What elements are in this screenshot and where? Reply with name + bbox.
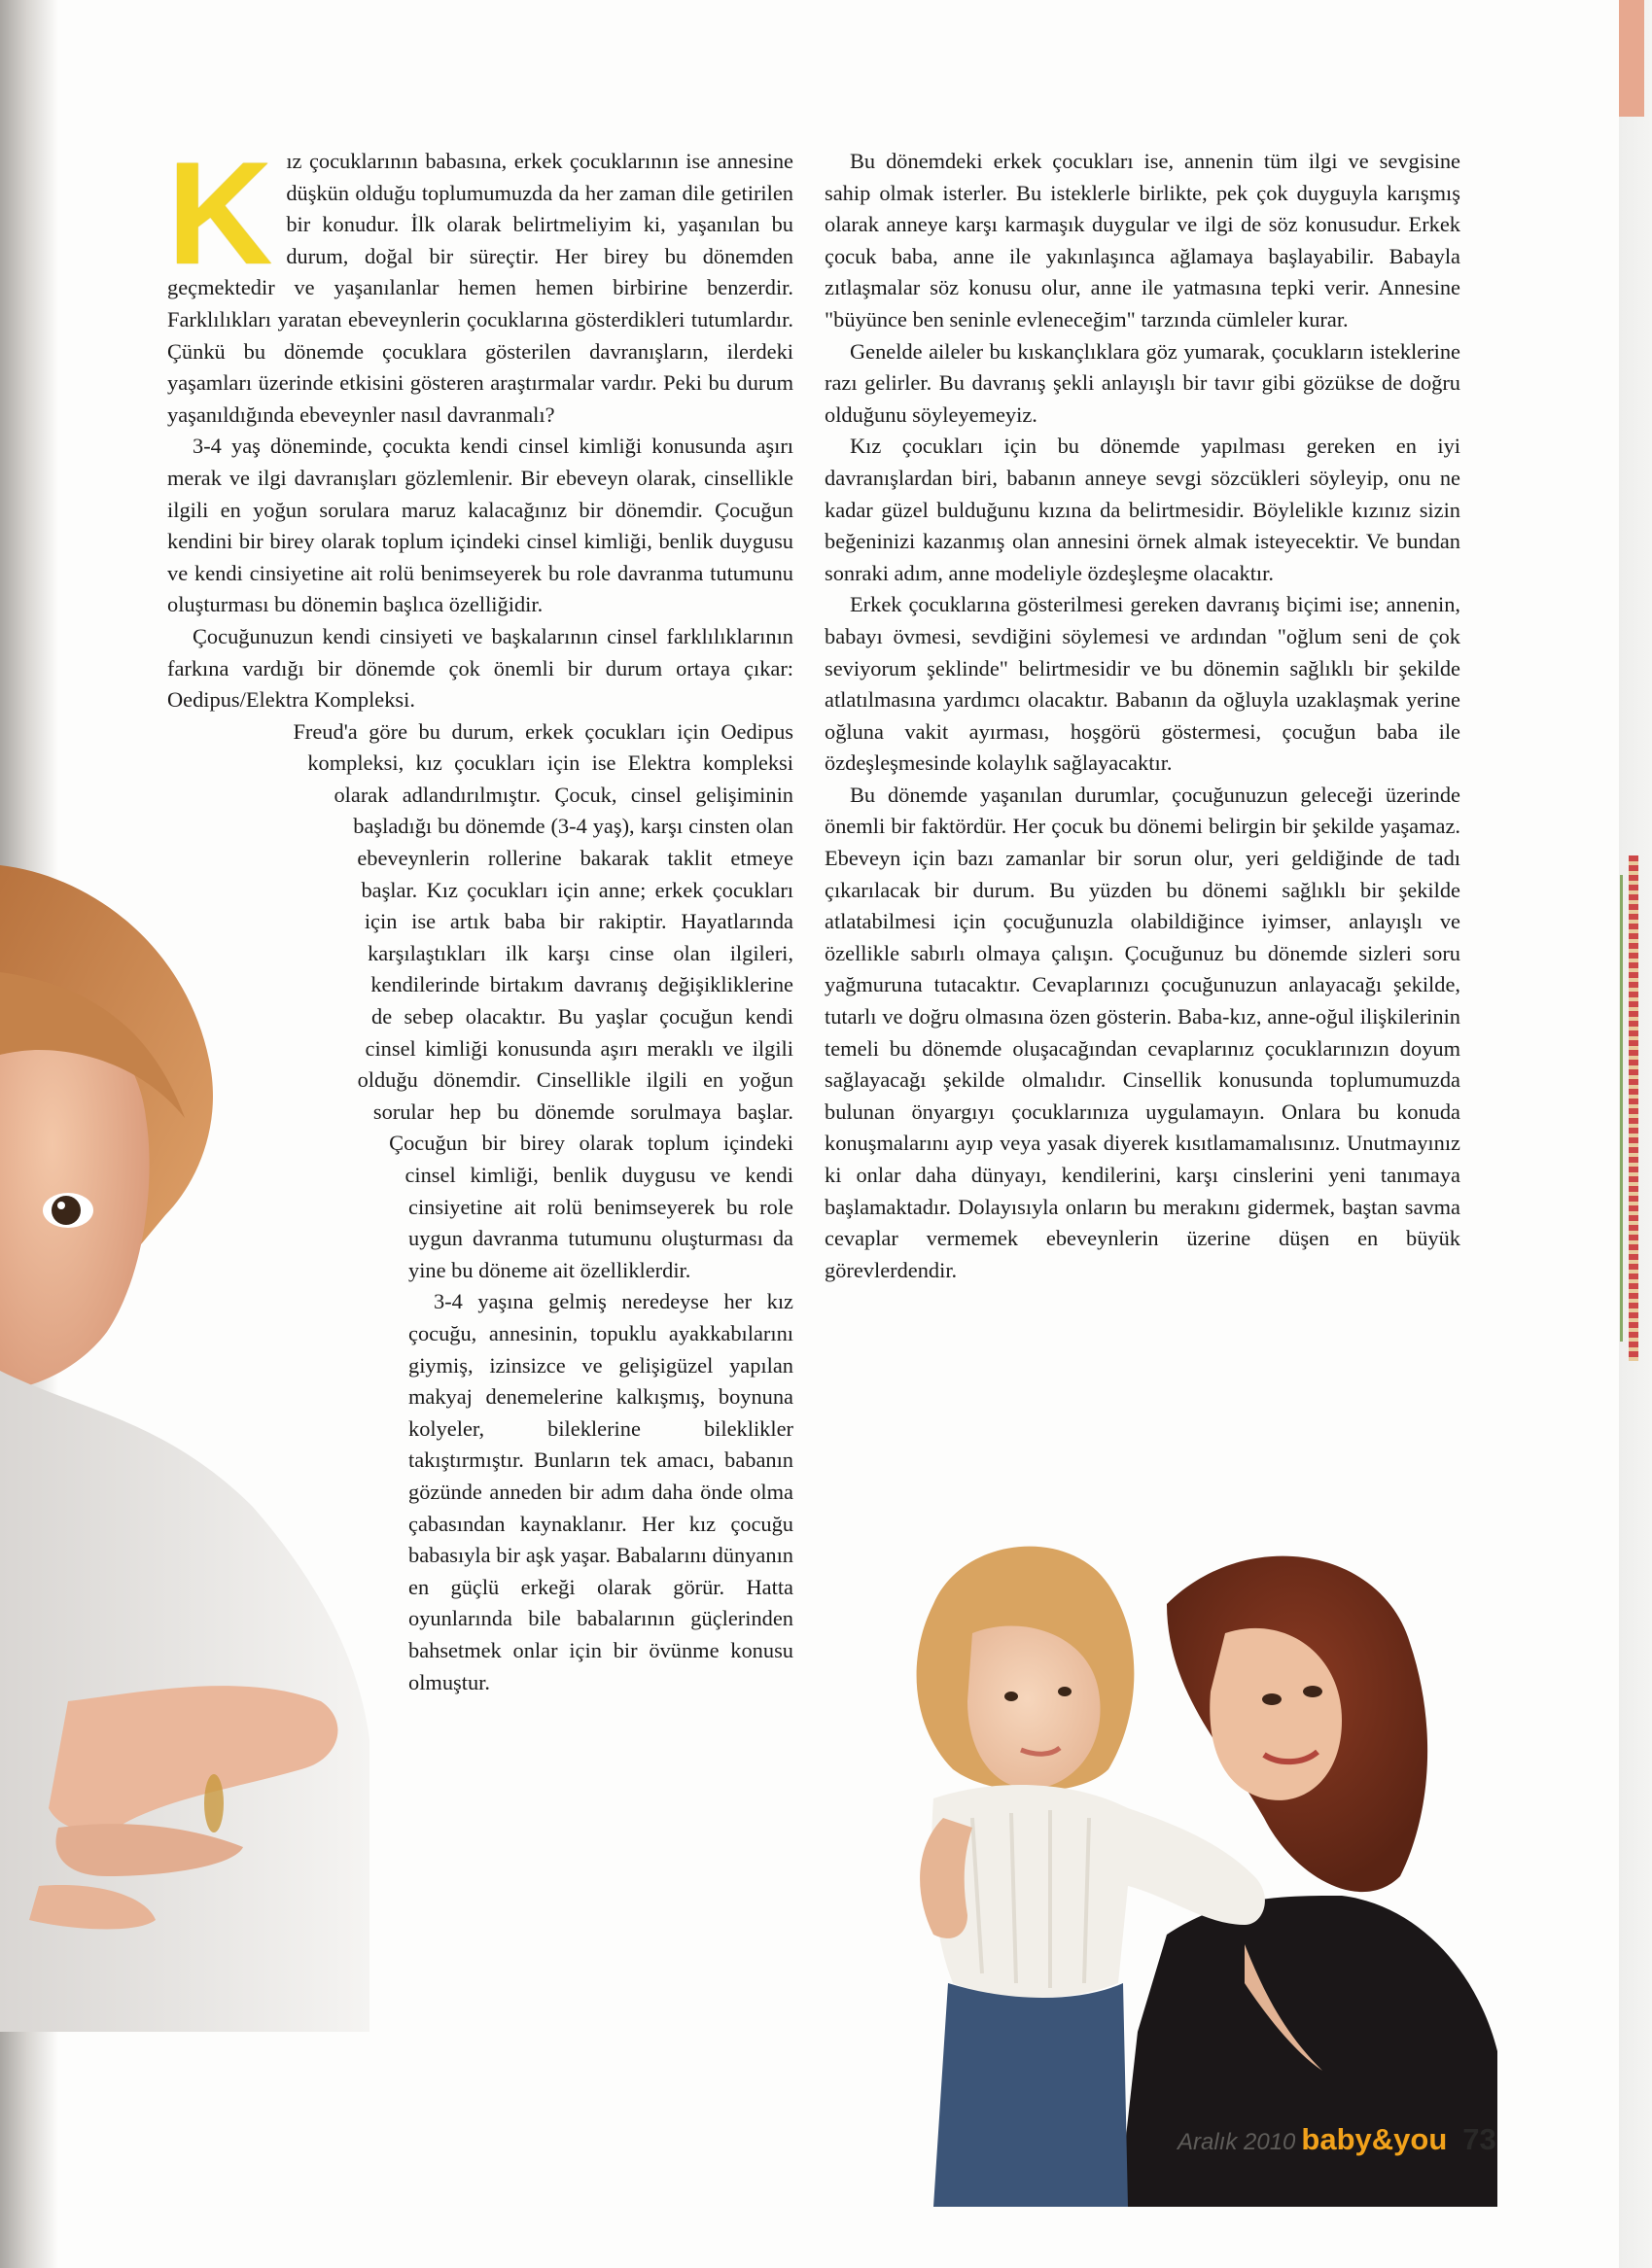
left-column xyxy=(167,131,793,1932)
paragraph: Freud'a göre bu durum, erkek çocukları için Oedipus kompleksi, kız çocukları için ise Elektra kompleksi olarak adlandırılmıştır. Çocuk, cinsel gelişiminin başladığı bu dönemde (3-4 yaş), karşı cinsten olan ebeveynlerin rollerine bakarak taklit etmeye başlar. Kız çocukları için anne; erkek çocukları için ise artık baba bir rakiptir. Hayatlarında karşılaştıkları ilk karşı cinse olan ilgileri, kendilerinde birtakım davranış değişikliklerine de sebep olacaktır. Bu yaşlar çocuğun kendi cinsel kimliği konusunda aşırı meraklı ve ilgili olduğu dönemdir. Cinsellikle ilgili en yoğun sorular hep bu dönemde sorulmaya başlar. Çocuğun bir birey olarak toplum içindeki cinsel kimliği, benlik duygusu ve kendi cinsiyetine ait rolü benimseyerek bu role uygun davranma tutumunu oluşturması da yine bu döneme ait özelliklerdir. xyxy=(293,718,793,1282)
paragraph: 3-4 yaş döneminde, çocukta kendi cinsel kimliği konusunda aşırı merak ve ilgi davranışları gözlemlenir. Bir ebeveyn olarak, cinsellikle ilgili en yoğun sorulara maruz kalacağınız bir dönemdir. Çocuğun kendini bir birey olarak toplum içindeki cinsel kimliği, benlik duygusu ve kendi cinsiyetine ait rolü benimseyerek bu role davranma tutumunu oluşturması bu dönemin başlıca özelliğidir. xyxy=(167,434,793,617)
edge-green-line xyxy=(1620,875,1623,1342)
page-number: 73 xyxy=(1462,2122,1496,2156)
paragraph: ız çocuklarının babasına, erkek çocuklarının ise annesine düşkün olduğu toplumumuzda da her zaman dile getirilen bir konudur. İlk olarak belirtmeliyim ki, yaşanılan bu durum, doğal bir süreçtir. Her birey bu dönemden geçmektedir ve yaşanılanlar hemen hemen birbirine benzerdir. Farklılıkları yaratan ebeveynlerin çocuklarına gösterdikleri tutumlardır. Çünkü bu dönemde çocuklara gösterilen davranışların, ilerdeki yaşamları üzerinde etkisini gösteren araştırmalar vardır. Peki bu durum yaşanıldığında ebeveynler nasıl davranmalı? xyxy=(167,149,793,427)
paragraph: Bu dönemdeki erkek çocukları ise, annenin tüm ilgi ve sevgisine sahip olmak isterler. Bu isteklerle birlikte, pek çok duyguyla karışmış olarak anneye karşı karmaşık duygular ve ilgi de söz konusudur. Erkek çocuk baba, anne ile yakınlaşınca ağlamaya başlayabilir. Babayla zıtlaşmalar söz konusu olur, anne ile yatmasına tepki verir. Annesine "büyünce ben seninle evleneceğim" tarzında cümleler kurar. xyxy=(825,149,1460,331)
magazine-brand: baby&you xyxy=(1301,2122,1448,2156)
mother-child-photo xyxy=(875,1526,1497,2207)
page-footer xyxy=(1177,2122,1498,2171)
paragraph: Kız çocukları için bu dönemde yapılması gereken en iyi davranışlardan biri, babanın anneye sevgi sözcükleri söyleyip, onu ne kadar güzel bulduğunu kızına da belirtmesidir. Böylelikle kızınız sizin beğeninizi kazanmış olan annesini örnek almak isteyecektir. Ve bundan sonraki adım, anne modeliyle özdeşleşme olacaktır. xyxy=(825,434,1460,585)
issue-date: Aralık 2010 xyxy=(1177,2129,1296,2155)
paragraph: Genelde aileler bu kıskançlıklara göz yumarak, çocukların isteklerine razı gelirler. Bu davranış şekli anlayışlı bir tavır gibi gözükse de doğru olduğunu söyleyemeyiz. xyxy=(825,338,1460,427)
paragraph: Bu dönemde yaşanılan durumlar, çocuğunuzun geleceği üzerinde önemli bir faktördür. Her çocuk bu dönemi belirgin bir şekilde yaşamaz. Ebeveyn için bazı zamanlar bir sorun olur, yeri geldiğinde de tadı çıkarılacak bir durum. Bu yüzden bu dönemi sağlıklı bir şekilde atlatabilmesi için çocuğunuzla olabildiğince iyimser, anlayışlı ve özellikle sabırlı olmaya çalışın. Çocuğunuz bu dönemde sizleri soru yağmuruna tutacaktır. Cevaplarınızı çocuğunuzun anlayacağı şekilde, tutarlı ve doğru olmasına özen gösterin. Baba-kız, anne-oğul ilişkilerinin temeli bu dönemde oluşacağından cevaplarınız çocuklarınızın doyum sağlayacağı şekilde olmalıdır. Cinsellik konusunda toplumumuzda bulunan önyargıyı çocuklarınıza uygulamayın. Onlara bu konuda konuşmalarını ayıp veya yasak diyerek kısıtlamamalısınız. Unutmayınız ki onlar daha dünyayı, kendilerini, karşı cinslerini yeni tanımaya başlamaktadır. Dolayısıyla onların bu merakını gidermek, baştan savma cevaplar vermemek ebeveynlerin üzerine düşen en büyük görevlerdendir. xyxy=(825,782,1460,1282)
paragraph: Erkek çocuklarına gösterilmesi gereken davranış biçimi ise; annenin, babayı övmesi, sevdiğini söylemesi ve ardından "oğlum seni de çok seviyorum şeklinde" belirtmesidir ve bu dönemin sağlıklı bir şekilde atlatılmasına yardımcı olacaktır. Babanın da oğluyla uzaklaşmak yerine oğluna vakit ayırması, hoşgörü göstermesi, çocuğun baba ile özdeşleşmesinde kolaylık sağlayacaktır. xyxy=(825,592,1460,776)
drop-cap-letter: K xyxy=(167,131,273,295)
edge-color-bar xyxy=(1629,855,1638,1361)
edge-color-tab xyxy=(1619,0,1644,117)
paragraph: 3-4 yaşına gelmiş neredeyse her kız çocuğu, annesinin, topuklu ayakkabılarını giymiş, izinsizce ve gelişigüzel yapılan makyaj denemelerine kalkışmış, boynuna kolyeler, bileklerine bileklikler takıştırmıştır. Bunların tek amacı, babanın gözünde anneden bir adım daha önde olma çabasından kaynaklanır. Her kız çocuğu babasıyla bir aşk yaşar. Babalarını dünyanın en güçlü erkeği olarak görür. Hatta oyunlarında bile babalarının güçlerinden bahsetmek onlar için bir övünme konusu olmuştur. xyxy=(408,1289,793,1694)
paragraph: Çocuğunuzun kendi cinsiyeti ve başkalarının cinsel farklılıklarının farkına vardığı bir dönemde çok önemli bir durum ortaya çıkar: Oedipus/Elektra Kompleksi. xyxy=(167,623,793,713)
right-column xyxy=(825,146,1460,1286)
photo-wrap-spacer xyxy=(0,716,408,1932)
